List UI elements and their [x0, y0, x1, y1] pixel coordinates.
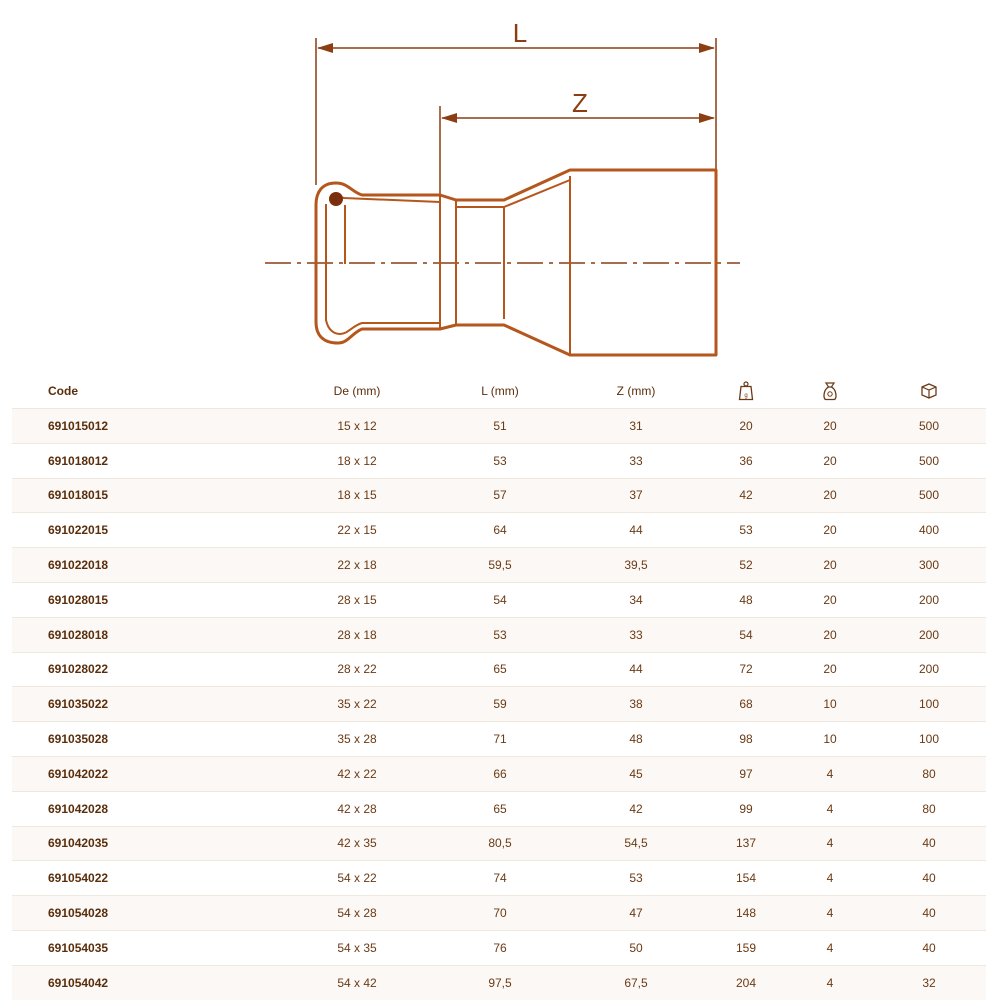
cell-bag: 4 — [826, 801, 834, 816]
table-row — [12, 443, 986, 478]
cell-w: 53 — [739, 523, 753, 538]
cell-code: 691022018 — [48, 558, 109, 573]
cell-l: 71 — [493, 732, 507, 747]
cell-z: 33 — [629, 627, 643, 642]
cell-bag: 20 — [823, 418, 837, 433]
cell-de: 35 x 28 — [337, 732, 377, 747]
table-row — [12, 965, 986, 999]
cell-code: 691042022 — [48, 766, 109, 781]
cell-box: 40 — [922, 836, 936, 851]
cell-de: 22 x 18 — [337, 558, 377, 573]
table-row — [12, 548, 986, 583]
cell-box: 80 — [922, 766, 936, 781]
cell-bag: 20 — [823, 592, 837, 607]
header-de: De (mm) — [333, 384, 381, 398]
cell-w: 48 — [739, 592, 753, 607]
cell-bag: 4 — [826, 836, 834, 851]
cell-z: 33 — [629, 453, 643, 468]
cell-box: 200 — [918, 592, 940, 607]
table-row — [12, 756, 986, 791]
cell-w: 97 — [739, 766, 753, 781]
cell-box: 40 — [922, 906, 936, 921]
cell-bag: 4 — [826, 871, 834, 886]
cell-z: 34 — [629, 592, 643, 607]
cell-bag: 20 — [823, 523, 837, 538]
cell-code: 691054022 — [48, 871, 109, 886]
cell-bag: 4 — [826, 766, 834, 781]
table-row — [12, 896, 986, 931]
cell-w: 52 — [739, 558, 753, 573]
cell-l: 65 — [493, 801, 507, 816]
cell-w: 72 — [739, 662, 753, 677]
o-ring — [329, 192, 343, 206]
cell-de: 22 x 15 — [337, 523, 377, 538]
cell-bag: 20 — [823, 488, 837, 503]
cell-de: 42 x 28 — [337, 801, 377, 816]
cell-box: 80 — [922, 801, 936, 816]
cell-box: 400 — [918, 523, 940, 538]
cell-l: 54 — [493, 592, 507, 607]
cell-z: 39,5 — [624, 558, 648, 573]
table-row — [12, 582, 986, 617]
cell-w: 20 — [739, 418, 753, 433]
cell-z: 48 — [629, 732, 643, 747]
cell-de: 28 x 18 — [337, 627, 377, 642]
cell-w: 36 — [739, 453, 753, 468]
cell-box: 40 — [922, 940, 936, 955]
cell-de: 28 x 22 — [337, 662, 377, 677]
cell-de: 15 x 12 — [337, 418, 377, 433]
cell-z: 47 — [629, 906, 643, 921]
cell-code: 691054035 — [48, 940, 109, 955]
dimension-l-label: L — [512, 18, 528, 48]
cell-z: 31 — [629, 418, 643, 433]
cell-de: 18 x 15 — [337, 488, 377, 503]
cell-de: 18 x 12 — [337, 453, 377, 468]
cell-code: 691042028 — [48, 801, 109, 816]
cell-de: 54 x 35 — [337, 940, 377, 955]
cell-w: 54 — [739, 627, 753, 642]
cell-l: 51 — [493, 418, 507, 433]
header-weight — [704, 374, 788, 409]
cell-l: 59 — [493, 697, 507, 712]
table-row — [12, 861, 986, 896]
cell-code: 691028015 — [48, 592, 109, 607]
cell-box: 32 — [922, 975, 936, 990]
cell-w: 204 — [735, 975, 757, 990]
cell-code: 691028018 — [48, 627, 109, 642]
cell-de: 54 x 42 — [337, 975, 377, 990]
cell-code: 691054028 — [48, 906, 109, 921]
cell-z: 54,5 — [624, 836, 648, 851]
cell-bag: 20 — [823, 662, 837, 677]
cell-code: 691028022 — [48, 662, 109, 677]
cell-l: 80,5 — [488, 836, 512, 851]
cell-l: 66 — [493, 766, 507, 781]
cell-de: 42 x 35 — [337, 836, 377, 851]
cell-bag: 10 — [823, 732, 837, 747]
cell-l: 53 — [493, 453, 507, 468]
cell-box: 200 — [918, 627, 940, 642]
header-l: L (mm) — [481, 384, 519, 398]
cell-code: 691018015 — [48, 488, 109, 503]
cell-de: 42 x 22 — [337, 766, 377, 781]
cell-w: 148 — [735, 906, 757, 921]
cell-w: 68 — [739, 697, 753, 712]
cell-l: 76 — [493, 940, 507, 955]
header-code: Code — [48, 384, 78, 398]
table-row — [12, 791, 986, 826]
reducer-fitting-diagram — [0, 0, 1000, 370]
table-row — [12, 513, 986, 548]
cell-code: 691022015 — [48, 523, 109, 538]
table-row — [12, 478, 986, 513]
bag-icon — [822, 381, 838, 401]
cell-code: 691035028 — [48, 732, 109, 747]
cell-l: 64 — [493, 523, 507, 538]
cell-code: 691015012 — [48, 418, 109, 433]
cell-box: 500 — [918, 453, 940, 468]
table-row — [12, 617, 986, 652]
cell-box: 500 — [918, 418, 940, 433]
weight-icon — [738, 381, 754, 401]
box-icon — [920, 382, 938, 400]
table-body — [12, 409, 986, 1000]
cell-box: 200 — [918, 662, 940, 677]
cell-w: 137 — [735, 836, 757, 851]
cell-box: 300 — [918, 558, 940, 573]
header-bag — [788, 374, 872, 409]
cell-l: 97,5 — [488, 975, 512, 990]
cell-w: 159 — [735, 940, 757, 955]
cell-l: 57 — [493, 488, 507, 503]
table-row — [12, 722, 986, 757]
cell-w: 99 — [739, 801, 753, 816]
cell-bag: 4 — [826, 975, 834, 990]
cell-code: 691054042 — [48, 975, 109, 990]
header-z: Z (mm) — [616, 384, 656, 398]
cell-w: 154 — [735, 871, 757, 886]
dimension-z-label: Z — [572, 88, 588, 118]
cell-bag: 20 — [823, 453, 837, 468]
cell-w: 42 — [739, 488, 753, 503]
cell-z: 45 — [629, 766, 643, 781]
cell-bag: 10 — [823, 697, 837, 712]
cell-w: 98 — [739, 732, 753, 747]
dimension-l — [316, 18, 716, 185]
cell-z: 44 — [629, 523, 643, 538]
cell-l: 59,5 — [488, 558, 512, 573]
cell-l: 53 — [493, 627, 507, 642]
cell-z: 37 — [629, 488, 643, 503]
cell-z: 50 — [629, 940, 643, 955]
cell-bag: 4 — [826, 940, 834, 955]
cell-de: 35 x 22 — [337, 697, 377, 712]
cell-z: 67,5 — [624, 975, 648, 990]
cell-code: 691018012 — [48, 453, 109, 468]
table-row — [12, 687, 986, 722]
table-row — [12, 409, 986, 444]
cell-de: 54 x 28 — [337, 906, 377, 921]
table-row — [12, 826, 986, 861]
table-header — [12, 374, 986, 409]
cell-z: 42 — [629, 801, 643, 816]
cell-box: 500 — [918, 488, 940, 503]
cell-box: 100 — [918, 732, 940, 747]
cell-bag: 4 — [826, 906, 834, 921]
cell-z: 38 — [629, 697, 643, 712]
table-row — [12, 930, 986, 965]
cell-de: 54 x 22 — [337, 871, 377, 886]
cell-de: 28 x 15 — [337, 592, 377, 607]
cell-l: 65 — [493, 662, 507, 677]
cell-z: 44 — [629, 662, 643, 677]
svg-text:g: g — [744, 393, 748, 399]
header-box — [872, 374, 986, 409]
spec-table — [12, 374, 986, 1000]
dimension-z — [440, 88, 714, 196]
cell-bag: 20 — [823, 558, 837, 573]
cell-code: 691035022 — [48, 697, 109, 712]
table-row — [12, 652, 986, 687]
cell-code: 691042035 — [48, 836, 109, 851]
cell-l: 74 — [493, 871, 507, 886]
cell-box: 40 — [922, 871, 936, 886]
cell-z: 53 — [629, 871, 643, 886]
cell-bag: 20 — [823, 627, 837, 642]
cell-box: 100 — [918, 697, 940, 712]
cell-l: 70 — [493, 906, 507, 921]
